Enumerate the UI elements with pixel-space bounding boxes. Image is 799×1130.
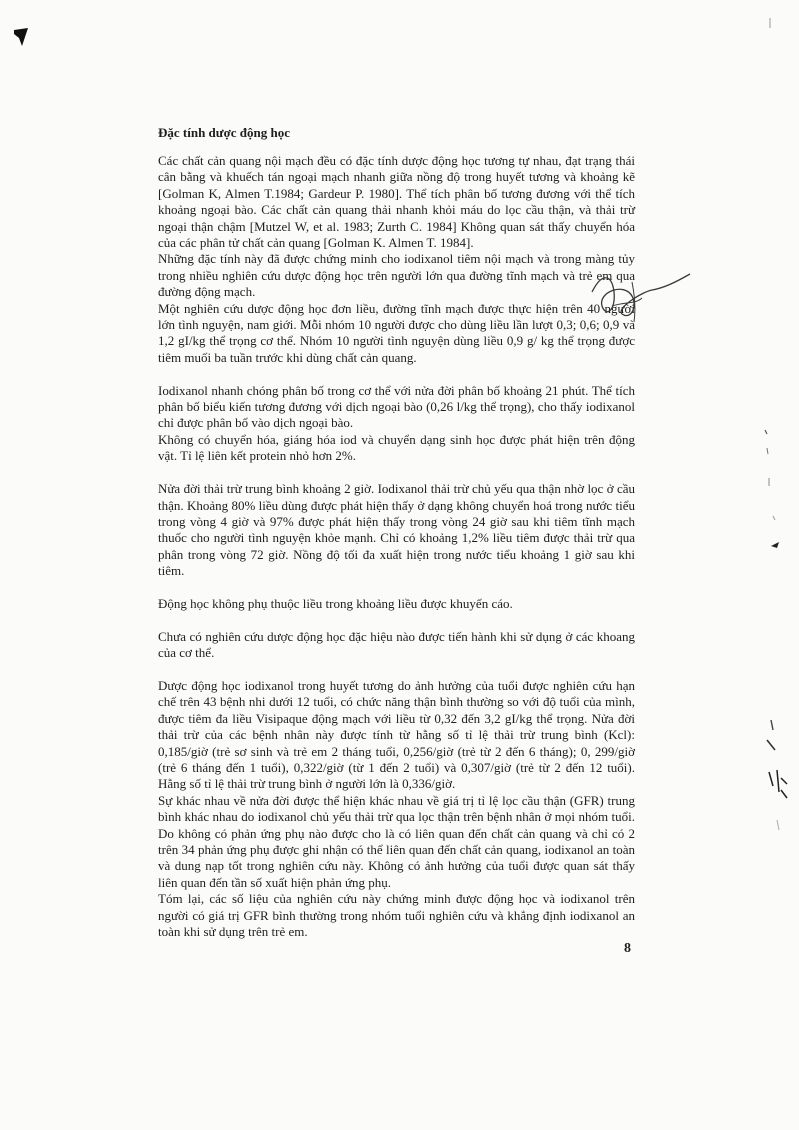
scan-speck-mark [768, 18, 772, 30]
body-text [158, 153, 635, 957]
section-title: Đặc tính dược động học [158, 125, 291, 140]
body-paragraph: Không có chuyển hóa, giáng hóa iod và chuyển dạng sinh học được phát hiện trên động vật. Tỉ lệ liên kết protein nhỏ hơn 2%. [158, 431, 635, 464]
body-paragraph: Động học không phụ thuộc liều trong khoảng liều được khuyến cáo. [158, 595, 513, 611]
body-paragraph: Nửa đời thải trừ trung bình khoảng 2 giờ. Iodixanol thải trừ chủ yếu qua thận nhờ lọc ở cầu thận. Khoảng 80% liều dùng được phát hiện thấy ở dạng không chuyển hoá trong nước tiểu trong vòng 4 giờ và 97% được phát hiện thấy trong vòng 24 giờ sau khi tiêm tĩnh mạch thuốc cho người tình nguyện khỏe mạnh. Chỉ có khoảng 1,2% liều tiêm được thải trừ qua phân trong vòng 72 giờ. Nồng độ tối đa xuất hiện trong nước tiểu khoảng 1 giờ sau khi tiêm. [158, 481, 635, 579]
body-paragraph: Sự khác nhau về nửa đời được thể hiện khác nhau về giá trị tỉ lệ lọc cầu thận (GFR) trung bình khác nhau do iodixanol chủ yếu thải trừ qua lọc thận trên bệnh nhân ở mọi nhóm tuổi. Do không có phản ứng phụ nào được cho là có liên quan đến chất cản quang và chỉ có 2 trên 34 phản ứng phụ được ghi nhận có thể liên quan đến chất cản quang, iodixanol an toàn và dung nạp tốt trong nghiên cứu này. Không có ảnh hưởng của tuổi được quan sát thấy liên quan đến tần số xuất hiện phản ứng phụ. [158, 792, 635, 890]
corner-registration-mark [12, 26, 32, 48]
page-number: 8 [624, 941, 631, 956]
margin-scan-marks [755, 420, 799, 840]
body-paragraph: Dược động học iodixanol trong huyết tương do ảnh hưởng của tuổi được nghiên cứu hạn chế trên 43 bệnh nhi dưới 12 tuổi, có chức năng thận bình thường so với độ tuổi của mình, được tiêm đa liều Visipaque động mạch với liều từ 0,32 đến 3,2 gI/kg thể trọng. Nửa đời thải trừ của các bệnh nhân này được tính từ hằng số tỉ lệ thải trừ trung bình (Kcl): 0,185/giờ (trẻ sơ sinh và trẻ em 2 tháng tuổi, 0,256/giờ (trẻ từ 2 đến 6 tháng); 0, 299/giờ (trẻ 6 tháng đến 1 tuổi), 0,322/giờ (từ 1 đến 2 tuổi) và 0,307/giờ (trẻ từ 2 đến 12 tuổi). Hằng số tỉ lệ thải trừ trung bình ở người lớn là 0,336/giờ. [158, 677, 635, 792]
handwritten-signature [572, 262, 692, 334]
body-paragraph: Những đặc tính này đã được chứng minh cho iodixanol tiêm nội mạch và trong màng tủy trong nhiều nghiên cứu dược động học trên người lớn qua đường tĩnh mạch và trẻ em qua đường động mạch. [158, 251, 635, 300]
body-paragraph: Chưa có nghiên cứu dược động học đặc hiệu nào được tiến hành khi sử dụng ở các khoang của cơ thể. [158, 628, 635, 661]
body-paragraph: Tóm lại, các số liệu của nghiên cứu này chứng minh được động học và iodixanol trên người có giá trị GFR bình thường trong nhóm tuổi nghiên cứu và khẳng định iodixanol an toàn khi sử dụng trên trẻ em. [158, 891, 635, 940]
body-paragraph: Iodixanol nhanh chóng phân bố trong cơ thể với nửa đời phân bố khoảng 21 phút. Thể tích phân bố biểu kiến tương đương với dịch ngoại bào (0,26 l/kg thể trọng), cho thấy iodixanol chỉ được phân bố vào dịch ngoại bào. [158, 382, 635, 431]
body-paragraph: Các chất cản quang nội mạch đều có đặc tính dược động học tương tự nhau, đạt trạng thái cân bằng và khuếch tán ngoại mạch nhanh giữa nồng độ trong huyết tương và khoảng kẽ [Golman K, Almen T.1984; Gardeur P. 1980]. Thể tích phân bố tương đương với thể tích khoảng ngoại bào. Các chất cản quang thải nhanh khỏi máu do lọc cầu thận, và thải trừ ngoại thận chậm [Mutzel W, et al. 1983; Zurth C. 1984] Không quan sát thấy chuyển hóa của các phân tử chất cản quang [Golman K. Almen T. 1984]. [158, 153, 635, 251]
body-paragraph: Một nghiên cứu dược động học đơn liều, đường tĩnh mạch được thực hiện trên 40 người lớn tình nguyện, nam giới. Mỗi nhóm 10 người được cho dùng liều lần lượt 0,3; 0,6; 0,9 và 1,2 gI/kg thể trọng cơ thể. Nhóm 10 người tình nguyện dùng liều 0,9 g/ kg thể trọng được tiêm muối ba tuần trước khi dùng chất cản quang. [158, 300, 635, 365]
